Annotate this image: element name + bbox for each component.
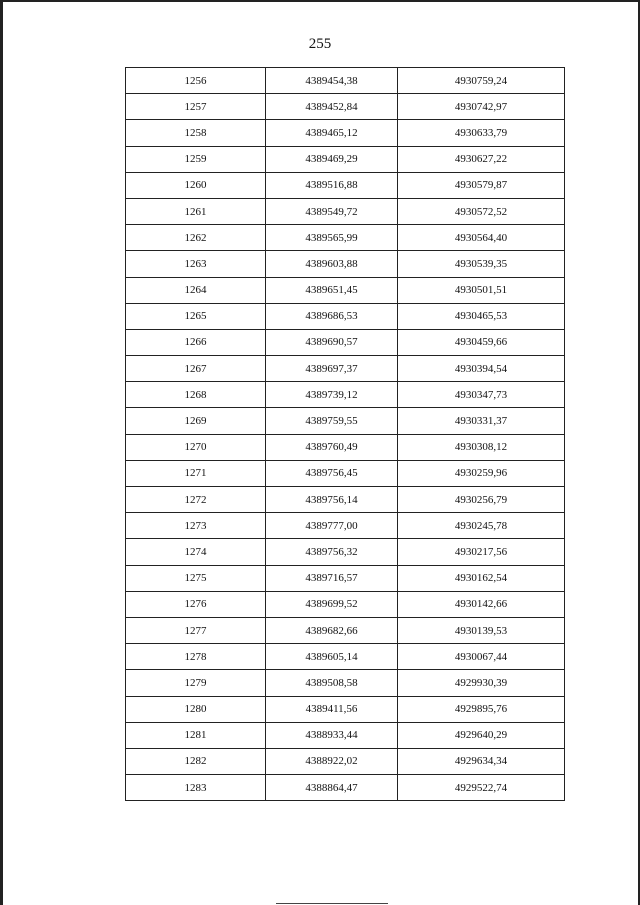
table-row <box>126 513 565 539</box>
y-coordinate-cell: 4930465,53 <box>398 303 565 329</box>
point-number-cell: 1270 <box>126 434 266 460</box>
y-coordinate-cell: 4930217,56 <box>398 539 565 565</box>
y-coordinate-cell: 4930259,96 <box>398 460 565 486</box>
y-coordinate-cell: 4930067,44 <box>398 644 565 670</box>
point-number-cell: 1277 <box>126 617 266 643</box>
y-coordinate-cell: 4930245,78 <box>398 513 565 539</box>
point-number-cell: 1280 <box>126 696 266 722</box>
table-row <box>126 460 565 486</box>
point-number-cell: 1276 <box>126 591 266 617</box>
y-coordinate-cell: 4930539,35 <box>398 251 565 277</box>
x-coordinate-cell: 4389777,00 <box>266 513 398 539</box>
table-row <box>126 434 565 460</box>
y-coordinate-cell: 4930142,66 <box>398 591 565 617</box>
x-coordinate-cell: 4388933,44 <box>266 722 398 748</box>
x-coordinate-cell: 4389411,56 <box>266 696 398 722</box>
x-coordinate-cell: 4389469,29 <box>266 146 398 172</box>
point-number-cell: 1273 <box>126 513 266 539</box>
y-coordinate-cell: 4930759,24 <box>398 68 565 94</box>
point-number-cell: 1279 <box>126 670 266 696</box>
point-number-cell: 1278 <box>126 644 266 670</box>
table-row <box>126 382 565 408</box>
y-coordinate-cell: 4930162,54 <box>398 565 565 591</box>
y-coordinate-cell: 4930331,37 <box>398 408 565 434</box>
table-row <box>126 696 565 722</box>
bottom-scan-mark <box>276 903 388 904</box>
x-coordinate-cell: 4389651,45 <box>266 277 398 303</box>
point-number-cell: 1271 <box>126 460 266 486</box>
point-number-cell: 1272 <box>126 487 266 513</box>
table-row <box>126 539 565 565</box>
x-coordinate-cell: 4389690,57 <box>266 329 398 355</box>
point-number-cell: 1267 <box>126 356 266 382</box>
x-coordinate-cell: 4389756,14 <box>266 487 398 513</box>
table-row <box>126 251 565 277</box>
point-number-cell: 1282 <box>126 748 266 774</box>
point-number-cell: 1257 <box>126 94 266 120</box>
x-coordinate-cell: 4389452,84 <box>266 94 398 120</box>
scan-border-left <box>0 0 3 905</box>
y-coordinate-cell: 4930633,79 <box>398 120 565 146</box>
table-row <box>126 303 565 329</box>
table-row <box>126 329 565 355</box>
point-number-cell: 1256 <box>126 68 266 94</box>
x-coordinate-cell: 4389682,66 <box>266 617 398 643</box>
table-row <box>126 68 565 94</box>
x-coordinate-cell: 4389605,14 <box>266 644 398 670</box>
table-row <box>126 565 565 591</box>
x-coordinate-cell: 4389759,55 <box>266 408 398 434</box>
point-number-cell: 1262 <box>126 225 266 251</box>
y-coordinate-cell: 4930742,97 <box>398 94 565 120</box>
table-row <box>126 775 565 801</box>
point-number-cell: 1261 <box>126 198 266 224</box>
point-number-cell: 1275 <box>126 565 266 591</box>
y-coordinate-cell: 4929634,34 <box>398 748 565 774</box>
y-coordinate-cell: 4929930,39 <box>398 670 565 696</box>
x-coordinate-cell: 4388864,47 <box>266 775 398 801</box>
x-coordinate-cell: 4389508,58 <box>266 670 398 696</box>
y-coordinate-cell: 4930139,53 <box>398 617 565 643</box>
x-coordinate-cell: 4389756,32 <box>266 539 398 565</box>
y-coordinate-cell: 4929895,76 <box>398 696 565 722</box>
point-number-cell: 1258 <box>126 120 266 146</box>
table-row <box>126 225 565 251</box>
x-coordinate-cell: 4389549,72 <box>266 198 398 224</box>
x-coordinate-cell: 4389760,49 <box>266 434 398 460</box>
y-coordinate-cell: 4930572,52 <box>398 198 565 224</box>
x-coordinate-cell: 4389454,38 <box>266 68 398 94</box>
point-number-cell: 1259 <box>126 146 266 172</box>
y-coordinate-cell: 4930501,51 <box>398 277 565 303</box>
x-coordinate-cell: 4389465,12 <box>266 120 398 146</box>
table-row <box>126 748 565 774</box>
y-coordinate-cell: 4929640,29 <box>398 722 565 748</box>
x-coordinate-cell: 4389516,88 <box>266 172 398 198</box>
x-coordinate-cell: 4389756,45 <box>266 460 398 486</box>
x-coordinate-cell: 4389739,12 <box>266 382 398 408</box>
table-row <box>126 277 565 303</box>
x-coordinate-cell: 4388922,02 <box>266 748 398 774</box>
point-number-cell: 1260 <box>126 172 266 198</box>
table-row <box>126 487 565 513</box>
y-coordinate-cell: 4930394,54 <box>398 356 565 382</box>
y-coordinate-cell: 4930308,12 <box>398 434 565 460</box>
scan-border-top <box>0 0 640 2</box>
point-number-cell: 1274 <box>126 539 266 565</box>
point-number-cell: 1269 <box>126 408 266 434</box>
x-coordinate-cell: 4389716,57 <box>266 565 398 591</box>
page-number: 255 <box>308 36 332 52</box>
y-coordinate-cell: 4930459,66 <box>398 329 565 355</box>
table-row <box>126 617 565 643</box>
table-row <box>126 198 565 224</box>
x-coordinate-cell: 4389699,52 <box>266 591 398 617</box>
y-coordinate-cell: 4930256,79 <box>398 487 565 513</box>
x-coordinate-cell: 4389565,99 <box>266 225 398 251</box>
y-coordinate-cell: 4929522,74 <box>398 775 565 801</box>
y-coordinate-cell: 4930627,22 <box>398 146 565 172</box>
point-number-cell: 1268 <box>126 382 266 408</box>
point-number-cell: 1264 <box>126 277 266 303</box>
point-number-cell: 1281 <box>126 722 266 748</box>
x-coordinate-cell: 4389603,88 <box>266 251 398 277</box>
table-row <box>126 591 565 617</box>
y-coordinate-cell: 4930564,40 <box>398 225 565 251</box>
table-row <box>126 94 565 120</box>
table-row <box>126 356 565 382</box>
table-row <box>126 670 565 696</box>
table-row <box>126 644 565 670</box>
table-row <box>126 408 565 434</box>
point-number-cell: 1266 <box>126 329 266 355</box>
point-number-cell: 1283 <box>126 775 266 801</box>
point-number-cell: 1265 <box>126 303 266 329</box>
x-coordinate-cell: 4389697,37 <box>266 356 398 382</box>
coordinates-table-body <box>126 68 565 801</box>
y-coordinate-cell: 4930579,87 <box>398 172 565 198</box>
table-row <box>126 722 565 748</box>
table-row <box>126 172 565 198</box>
coordinates-table <box>125 67 565 801</box>
point-number-cell: 1263 <box>126 251 266 277</box>
table-row <box>126 146 565 172</box>
y-coordinate-cell: 4930347,73 <box>398 382 565 408</box>
table-row <box>126 120 565 146</box>
x-coordinate-cell: 4389686,53 <box>266 303 398 329</box>
